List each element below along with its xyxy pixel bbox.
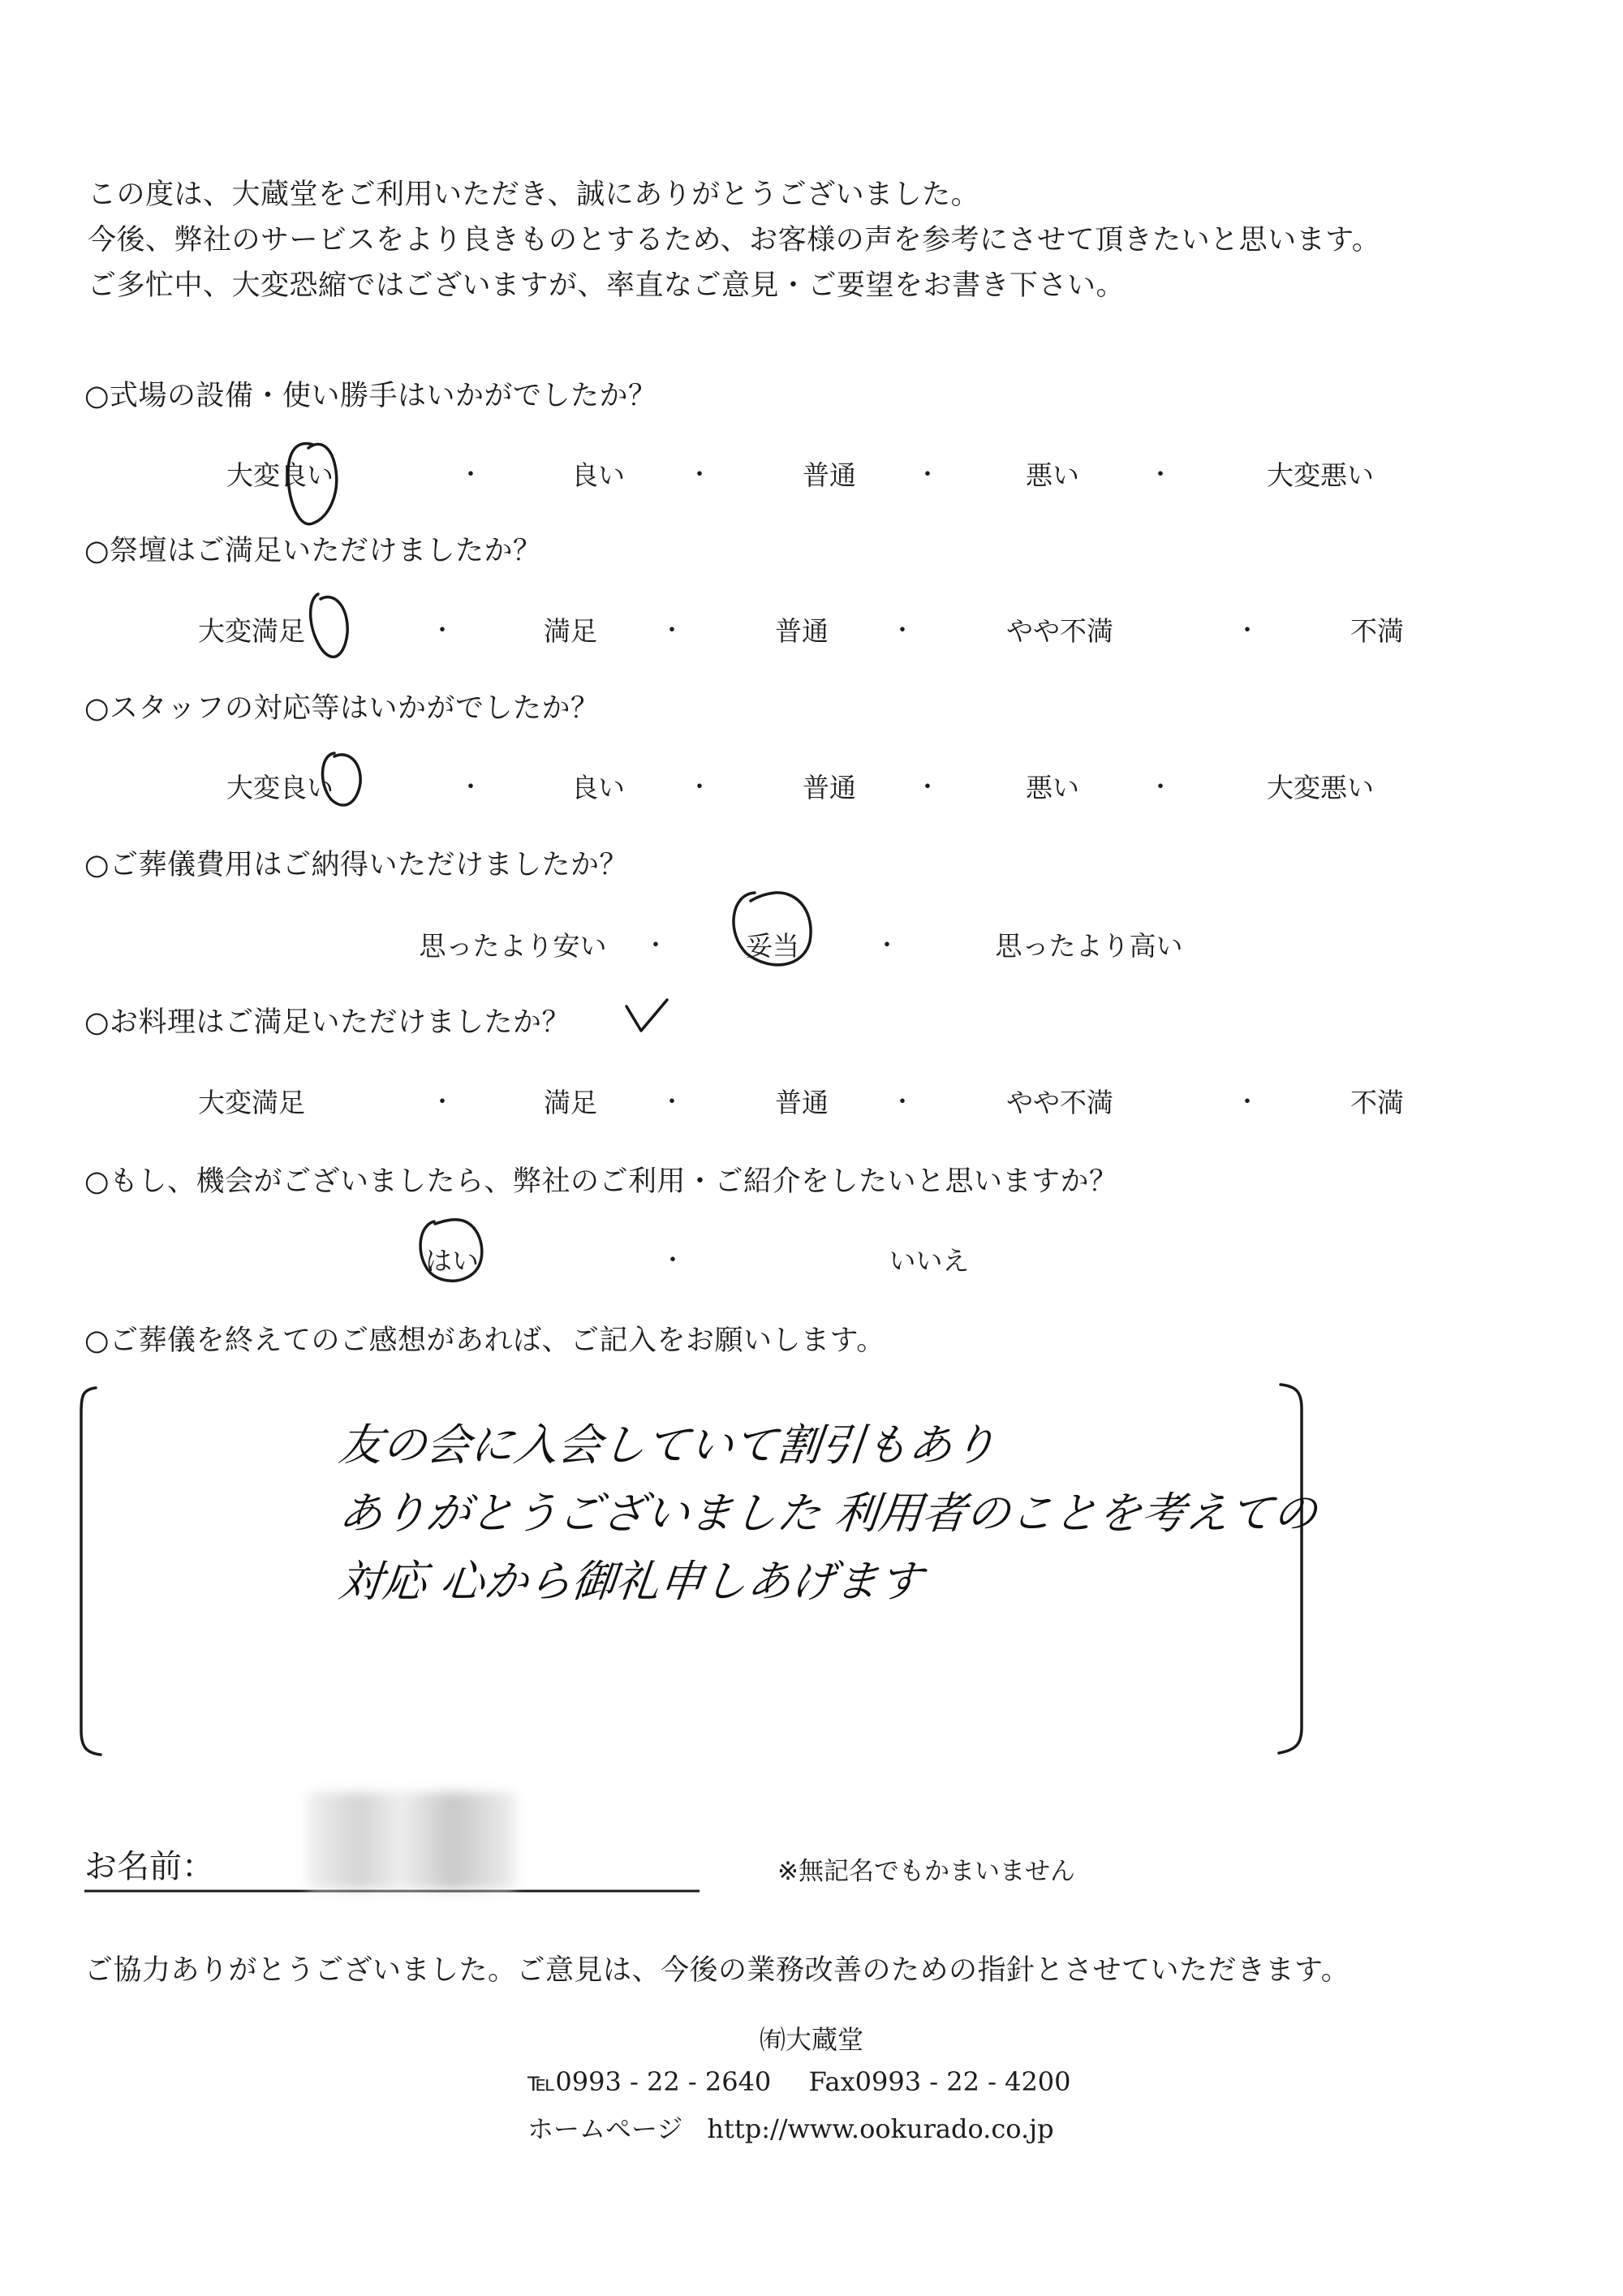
tel-number: 0993 - 22 - 2640 (555, 2066, 772, 2097)
separator-dot: ・ (915, 461, 940, 489)
option-q3-3[interactable]: 普通 (803, 772, 856, 803)
separator-dot: ・ (1148, 461, 1173, 489)
question-staff: ○スタッフの対応等はいかがでしたか？ (84, 692, 600, 725)
intro-line-2: 今後、弊社のサービスをより良きものとするため、お客様の声を参考にさせて頂きたいと思います。 (88, 224, 1381, 256)
separator-dot: ・ (1148, 773, 1173, 802)
separator-dot: ・ (644, 932, 668, 960)
separator-dot: ・ (890, 617, 915, 645)
selection-circle (288, 444, 337, 524)
separator-dot: ・ (687, 773, 712, 802)
option-q4-1[interactable]: 思ったより安い (419, 930, 607, 962)
intro-line-1: この度は、大蔵堂をご利用いただき、誠にありがとうございました。 (88, 179, 980, 211)
comment-line-3: 対応 心から御礼申しあげます (336, 1556, 926, 1607)
option-q2-3[interactable]: 普通 (775, 615, 829, 647)
comment-line-2: ありがとうございました 利用者のことを考えての (336, 1488, 1320, 1539)
comment-box-left-bracket (81, 1388, 101, 1755)
option-q5-1[interactable]: 大変満足 (198, 1087, 305, 1118)
selection-circle (322, 753, 360, 805)
tel-label: ℡ (527, 2066, 556, 2097)
separator-dot: ・ (1235, 1088, 1259, 1117)
separator-dot: ・ (687, 461, 712, 489)
option-q1-4[interactable]: 悪い (1026, 459, 1079, 491)
separator-dot: ・ (660, 1088, 684, 1117)
intro-line-3: ご多忙中、大変恐縮ではございますが、率直なご意見・ご要望をお書き下さい。 (88, 269, 1126, 302)
separator-dot: ・ (875, 932, 899, 960)
option-q3-5[interactable]: 大変悪い (1267, 772, 1374, 803)
homepage-label: ホームページ (527, 2113, 683, 2144)
option-q3-2[interactable]: 良い (571, 772, 625, 803)
question-comments: ○ご葬儀を終えてのご感想があれば、ご記入をお願いします。 (84, 1325, 885, 1357)
question-food: ○お料理はご満足いただけましたか？ (84, 1006, 571, 1039)
checkmark (626, 1000, 667, 1031)
option-q1-2[interactable]: 良い (571, 459, 625, 491)
option-q2-1[interactable]: 大変満足 (198, 615, 305, 647)
fax-label: Fax (808, 2066, 855, 2097)
name-field-blurred[interactable] (307, 1792, 516, 1889)
option-q5-5[interactable]: 不満 (1350, 1087, 1404, 1118)
option-q1-5[interactable]: 大変悪い (1267, 459, 1374, 491)
question-altar: ○祭壇はご満足いただけましたか？ (84, 535, 542, 567)
option-q4-2[interactable]: 妥当 (746, 930, 799, 962)
separator-dot: ・ (661, 1247, 685, 1275)
option-q6-1[interactable]: はい (425, 1245, 479, 1277)
separator-dot: ・ (458, 461, 483, 489)
question-facility: ○式場の設備・使い勝手はいかがでしたか？ (84, 380, 657, 412)
separator-dot: ・ (430, 1088, 454, 1117)
option-q5-3[interactable]: 普通 (775, 1087, 829, 1118)
option-q2-2[interactable]: 満足 (544, 615, 597, 647)
separator-dot: ・ (915, 773, 940, 802)
company-name: ㈲大蔵堂 (759, 2024, 864, 2055)
homepage-line (527, 2109, 1054, 2146)
option-q2-4[interactable]: やや不満 (1006, 615, 1113, 647)
question-cost: ○ご葬儀費用はご納得いただけましたか？ (84, 849, 629, 881)
option-q3-4[interactable]: 悪い (1026, 772, 1079, 803)
option-q3-1[interactable]: 大変良い (226, 772, 334, 803)
question-recommend: ○もし、機会がございましたら、弊社のご利用・ご紹介をしたいと思いますか？ (84, 1165, 1118, 1198)
thanks-text: ご協力ありがとうございました。ご意見は、今後の業務改善のための指針とさせていただきます。 (84, 1954, 1350, 1987)
separator-dot: ・ (1235, 617, 1259, 645)
homepage-url[interactable]: http://www.ookurado.co.jp (707, 2113, 1054, 2144)
selection-circle (311, 594, 348, 657)
name-note: ※無記名でもかまいません (777, 1857, 1075, 1886)
separator-dot: ・ (890, 1088, 915, 1117)
option-q2-5[interactable]: 不満 (1350, 615, 1404, 647)
option-q1-3[interactable]: 普通 (803, 459, 856, 491)
separator-dot: ・ (660, 617, 684, 645)
option-q5-2[interactable]: 満足 (544, 1087, 597, 1118)
separator-dot: ・ (458, 773, 483, 802)
name-label: お名前： (84, 1848, 214, 1885)
option-q4-3[interactable]: 思ったより高い (995, 930, 1183, 962)
separator-dot: ・ (430, 617, 454, 645)
option-q1-1[interactable]: 大変良い (226, 459, 334, 491)
fax-number: 0993 - 22 - 4200 (855, 2066, 1071, 2097)
option-q6-2[interactable]: いいえ (889, 1245, 970, 1277)
selection-circle (420, 1220, 482, 1281)
comment-line-1: 友の会に入会していて割引もあり (336, 1419, 999, 1471)
comment-box-right-bracket (1279, 1385, 1302, 1753)
selection-circle (734, 893, 811, 965)
contact-line (527, 2066, 1071, 2097)
option-q5-4[interactable]: やや不満 (1006, 1087, 1113, 1118)
